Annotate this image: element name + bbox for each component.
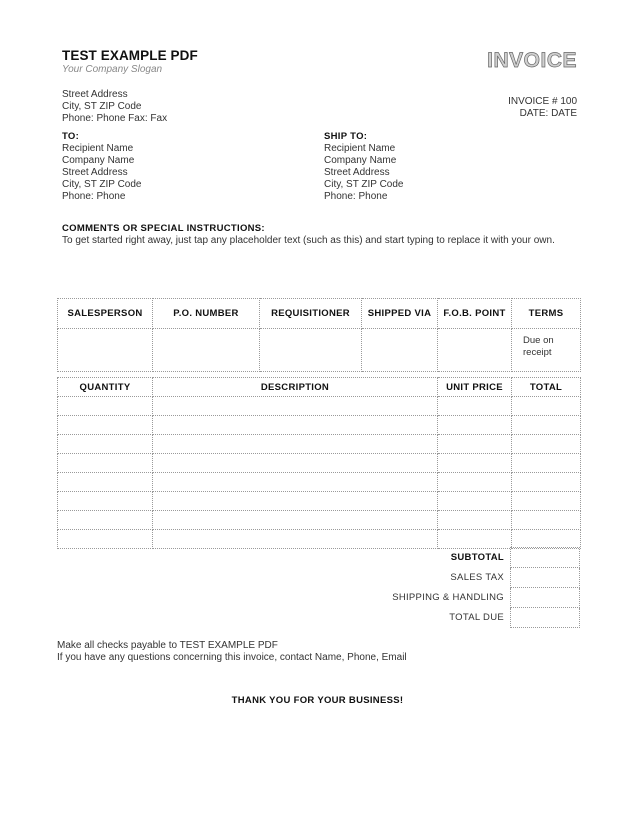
col-header-shipped-via: SHIPPED VIA [362, 299, 438, 329]
unit-price-cell[interactable] [438, 397, 512, 416]
unit-price-cell[interactable] [438, 473, 512, 492]
table-row [58, 416, 581, 435]
shipping-value[interactable] [511, 588, 580, 608]
line-total-cell[interactable] [512, 492, 581, 511]
ship-to-line: Street Address [324, 167, 390, 178]
quantity-cell[interactable] [58, 530, 153, 549]
checks-payable-line: Make all checks payable to TEST EXAMPLE PDF [57, 640, 278, 651]
description-cell[interactable] [153, 511, 438, 530]
invoice-title: INVOICE [487, 49, 577, 72]
company-name: TEST EXAMPLE PDF [62, 48, 198, 63]
col-header-description: DESCRIPTION [153, 378, 438, 397]
line-total-cell[interactable] [512, 416, 581, 435]
table-row [58, 530, 581, 549]
unit-price-cell[interactable] [438, 454, 512, 473]
subtotal-value[interactable] [511, 548, 580, 568]
table-row [58, 473, 581, 492]
description-cell[interactable] [153, 416, 438, 435]
quantity-cell[interactable] [58, 416, 153, 435]
table-row [58, 492, 581, 511]
terms-line: receipt [523, 347, 552, 358]
total-due-value[interactable] [511, 608, 580, 628]
quantity-cell[interactable] [58, 454, 153, 473]
salesperson-cell[interactable] [58, 329, 153, 372]
footer-notes [57, 640, 407, 664]
line-total-cell[interactable] [512, 530, 581, 549]
col-header-unit-price: UNIT PRICE [438, 378, 512, 397]
quantity-cell[interactable] [58, 492, 153, 511]
totals-table [380, 547, 580, 628]
quantity-cell[interactable] [58, 511, 153, 530]
company-phone: Phone: Phone Fax: Fax [62, 113, 168, 124]
unit-price-cell[interactable] [438, 492, 512, 511]
thank-you-message: THANK YOU FOR YOUR BUSINESS! [231, 695, 404, 706]
comments-text[interactable]: To get started right away, just tap any placeholder text (such as this) and start typing to replace it with your own. [62, 235, 555, 246]
table-row [58, 511, 581, 530]
order-info-table [57, 298, 581, 372]
quantity-cell[interactable] [58, 435, 153, 454]
bill-to-block [62, 131, 141, 203]
bill-to-line: Company Name [62, 155, 135, 166]
subtotal-label: SUBTOTAL [450, 552, 504, 563]
line-items-table [57, 377, 581, 549]
comments-heading: COMMENTS OR SPECIAL INSTRUCTIONS: [62, 223, 265, 234]
line-total-cell[interactable] [512, 435, 581, 454]
table-row [58, 454, 581, 473]
company-address [62, 89, 167, 125]
quantity-cell[interactable] [58, 473, 153, 492]
ship-to-line: Company Name [324, 155, 397, 166]
ship-to-block [324, 131, 403, 203]
order-data-row [58, 329, 581, 372]
company-city: City, ST ZIP Code [62, 101, 142, 112]
requisitioner-cell[interactable] [260, 329, 362, 372]
subtotal-row [380, 548, 580, 568]
quantity-cell[interactable] [58, 397, 153, 416]
description-cell[interactable] [153, 397, 438, 416]
comments-section [62, 223, 555, 247]
line-total-cell[interactable] [512, 511, 581, 530]
total-due-label: TOTAL DUE [449, 612, 504, 623]
items-header-row [58, 378, 581, 397]
fob-point-cell[interactable] [438, 329, 512, 372]
sales-tax-label: SALES TAX [450, 572, 504, 583]
company-slogan: Your Company Slogan [62, 64, 163, 75]
table-row [58, 397, 581, 416]
ship-to-line: Recipient Name [324, 143, 396, 154]
description-cell[interactable] [153, 454, 438, 473]
col-header-terms: TERMS [512, 299, 581, 329]
unit-price-cell[interactable] [438, 435, 512, 454]
ship-to-line: Phone: Phone [324, 191, 388, 202]
unit-price-cell[interactable] [438, 511, 512, 530]
col-header-po-number: P.O. NUMBER [153, 299, 260, 329]
unit-price-cell[interactable] [438, 530, 512, 549]
terms-cell[interactable] [512, 329, 581, 372]
col-header-total: TOTAL [512, 378, 581, 397]
total-due-row [380, 608, 580, 628]
sales-tax-value[interactable] [511, 568, 580, 588]
shipping-label: SHIPPING & HANDLING [392, 592, 504, 603]
unit-price-cell[interactable] [438, 416, 512, 435]
bill-to-line: Recipient Name [62, 143, 134, 154]
invoice-meta [508, 96, 577, 120]
bill-to-line: Street Address [62, 167, 128, 178]
col-header-quantity: QUANTITY [58, 378, 153, 397]
description-cell[interactable] [153, 435, 438, 454]
bill-to-line: Phone: Phone [62, 191, 126, 202]
bill-to-heading: TO: [62, 131, 80, 142]
line-total-cell[interactable] [512, 454, 581, 473]
invoice-number: INVOICE # 100 [508, 96, 577, 107]
col-header-fob-point: F.O.B. POINT [438, 299, 512, 329]
questions-line: If you have any questions concerning this invoice, contact Name, Phone, Email [57, 652, 407, 663]
terms-line: Due on [523, 335, 554, 346]
company-street: Street Address [62, 89, 128, 100]
line-total-cell[interactable] [512, 397, 581, 416]
col-header-salesperson: SALESPERSON [58, 299, 153, 329]
table-row [58, 435, 581, 454]
sales-tax-row [380, 568, 580, 588]
shipping-row [380, 588, 580, 608]
col-header-requisitioner: REQUISITIONER [260, 299, 362, 329]
invoice-date: DATE: DATE [519, 108, 577, 119]
order-header-row [58, 299, 581, 329]
description-cell[interactable] [153, 530, 438, 549]
ship-to-heading: SHIP TO: [324, 131, 368, 142]
description-cell[interactable] [153, 492, 438, 511]
description-cell[interactable] [153, 473, 438, 492]
line-total-cell[interactable] [512, 473, 581, 492]
bill-to-line: City, ST ZIP Code [62, 179, 142, 190]
ship-to-line: City, ST ZIP Code [324, 179, 404, 190]
shipped-via-cell[interactable] [362, 329, 438, 372]
po-number-cell[interactable] [153, 329, 260, 372]
